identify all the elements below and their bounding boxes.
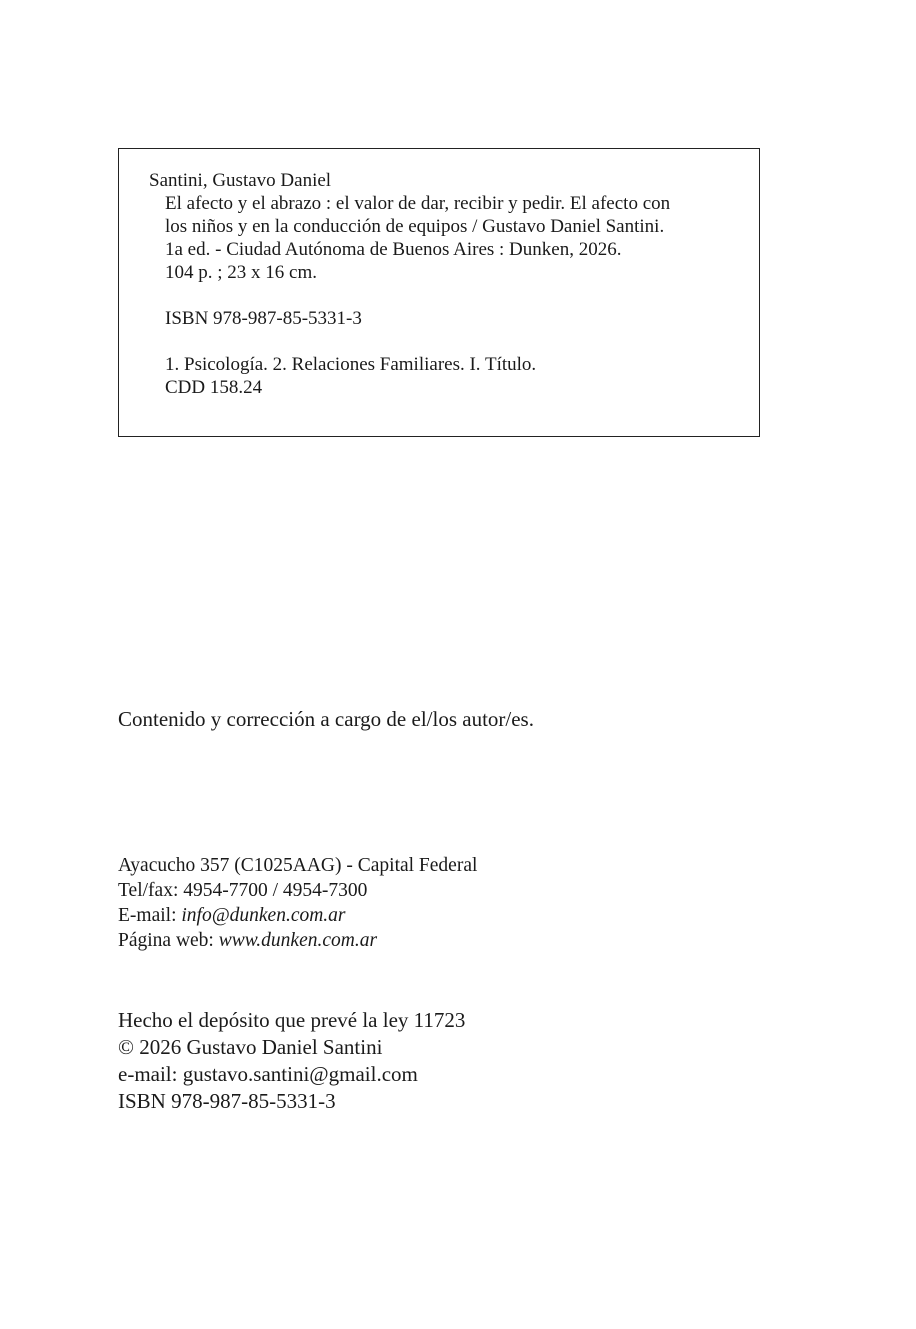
cataloging-record-box [118,148,760,437]
publisher-email-label: E-mail: [118,905,182,926]
publisher-email-line [118,903,477,928]
catalog-subjects: 1. Psicología. 2. Relaciones Familiares. I. Título. [165,354,537,375]
legal-info [118,1007,465,1115]
publisher-web-label: Página web: [118,930,219,951]
catalog-title-line-1: El afecto y el abrazo : el valor de dar, recibir y pedir. El afecto con [165,193,671,214]
content-responsibility-note: Contenido y corrección a cargo de el/los autor/es. [118,707,534,731]
catalog-edition-line: 1a ed. - Ciudad Autónoma de Buenos Aires : Dunken, 2026. [165,239,622,260]
publisher-info [118,853,477,953]
catalog-isbn: ISBN 978-987-85-5331-3 [165,308,362,329]
publisher-email-link[interactable]: info@dunken.com.ar [181,905,346,926]
legal-deposit: Hecho el depósito que prevé la ley 11723 [118,1008,466,1032]
author-email: e-mail: gustavo.santini@gmail.com [118,1062,418,1086]
catalog-cdd: CDD 158.24 [165,377,263,398]
catalog-physical-line: 104 p. ; 23 x 16 cm. [165,262,317,283]
publisher-web-line [118,928,477,953]
publisher-address: Ayacucho 357 (C1025AAG) - Capital Federal [118,855,478,876]
publisher-telfax: Tel/fax: 4954-7700 / 4954-7300 [118,880,368,901]
copyright-line: © 2026 Gustavo Daniel Santini [118,1035,383,1059]
catalog-title-line-2: los niños y en la conducción de equipos / Gustavo Daniel Santini. [165,216,665,237]
legal-isbn: ISBN 978-987-85-5331-3 [118,1089,336,1113]
catalog-author: Santini, Gustavo Daniel [149,170,332,191]
catalog-body [165,192,670,399]
publisher-web-link[interactable]: www.dunken.com.ar [218,930,378,951]
